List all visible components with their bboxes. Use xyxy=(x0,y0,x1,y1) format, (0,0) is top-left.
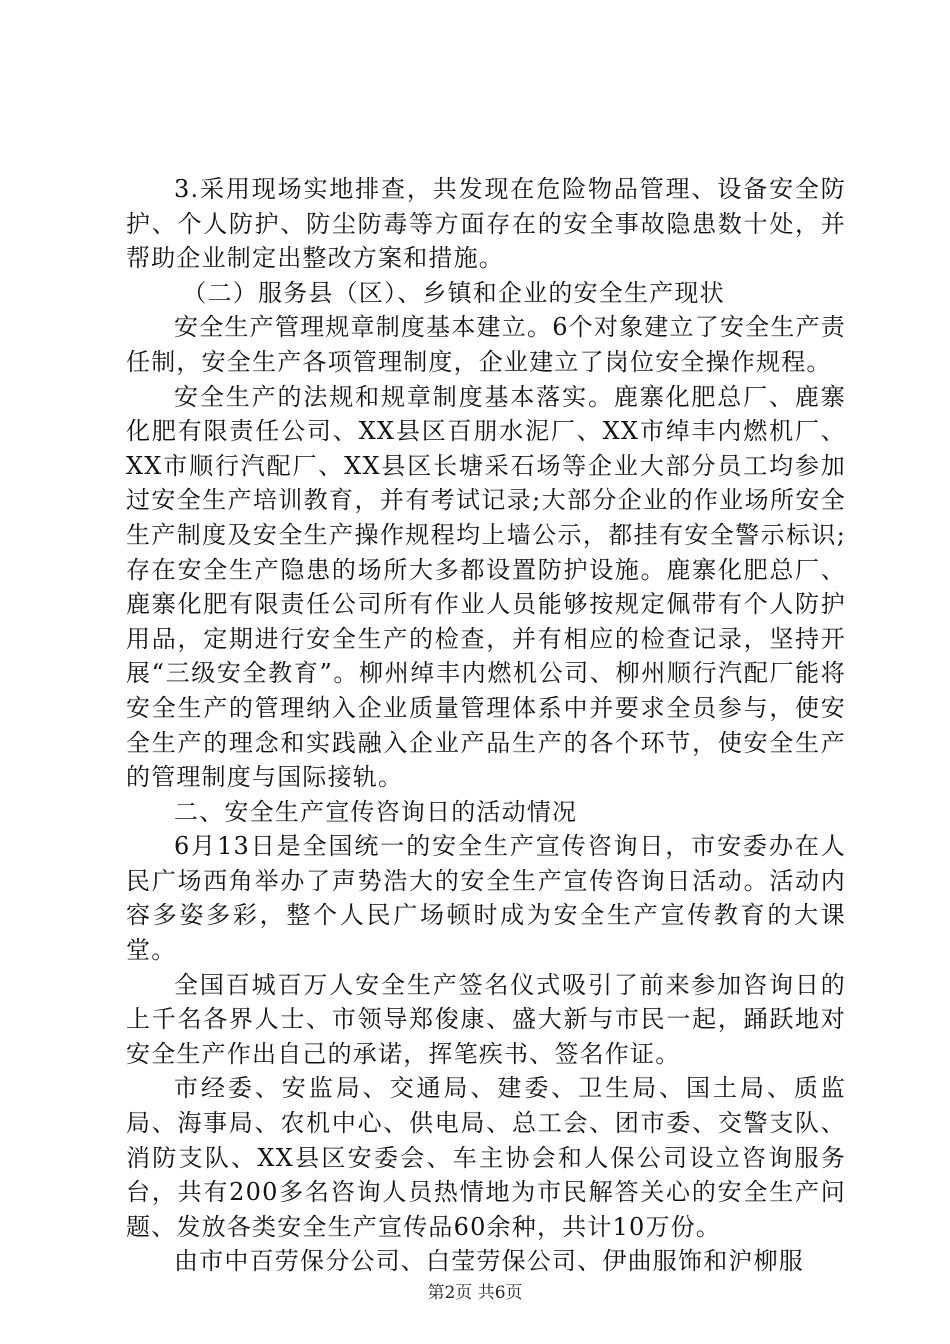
section-heading-consultation-day: 二、安全生产宣传咨询日的活动情况 xyxy=(174,797,578,826)
paragraph-inspection-results: 3.采用现场实地排查，共发现在危险物品管理、设备安全防护、个人防护、防尘防毒等方面存在的安全事故隐患数十处，并帮助企业制定出整改方案和措施。 xyxy=(126,175,846,273)
section-heading-current-status: （二）服务县（区）、乡镇和企业的安全生产现状 xyxy=(182,278,725,307)
paragraph-rules-established: 安全生产管理规章制度基本建立。6个对象建立了安全生产责任制，安全生产各项管理制度，企业建立了岗位安全操作规程。 xyxy=(126,313,846,376)
document-body xyxy=(126,172,846,1279)
paragraph-continued: 由市中百劳保分公司、白莹劳保公司、伊曲服饰和沪柳服 xyxy=(174,1247,804,1276)
page-number: 第2页 共6页 xyxy=(427,1283,523,1303)
paragraph-service-desks: 市经委、安监局、交通局、建委、卫生局、国土局、质监局、海事局、农机中心、供电局、总工会、团市委、交警支队、消防支队、XX县区安委会、车主协会和人保公司设立咨询服务台，共有200多名咨询人员热情地为市民解答关心的安全生产问题、发放各类安全生产宣传品60余种，共计10万份。 xyxy=(126,1074,846,1241)
paragraph-signature-ceremony: 全国百城百万人安全生产签名仪式吸引了前来参加咨询日的上千名各界人士、市领导郑俊康、盛大新与市民一起，踊跃地对安全生产作出自己的承诺，挥笔疾书、签名作证。 xyxy=(126,970,846,1068)
page-footer xyxy=(0,1278,950,1303)
paragraph-consultation-day: 6月13日是全国统一的安全生产宣传咨询日，市安委办在人民广场西角举办了声势浩大的安全生产宣传咨询日活动。活动内容多姿多彩，整个人民广场顿时成为安全生产宣传教育的大课堂。 xyxy=(126,832,846,965)
paragraph-rules-implemented: 安全生产的法规和规章制度基本落实。鹿寨化肥总厂、鹿寨化肥有限责任公司、XX县区百朋水泥厂、XX市绰丰内燃机厂、XX市顺行汽配厂、XX县区长塘采石场等企业大部分员工均参加过安全生产培训教育，并有考试记录;大部分企业的作业场所安全生产制度及安全生产操作规程均上墙公示，都挂有安全警示标识;存在安全生产隐患的场所大多都设置防护设施。鹿寨化肥总厂、鹿寨化肥有限责任公司所有作业人员能够按规定佩带有个人防护用品，定期进行安全生产的检查，并有相应的检查记录，坚持开展“三级安全教育”。柳州绰丰内燃机公司、柳州顺行汽配厂能将安全生产的管理纳入企业质量管理体系中并要求全员参与，使安全生产的理念和实践融入企业产品生产的各个环节，使安全生产的管理制度与国际接轨。 xyxy=(126,382,846,792)
